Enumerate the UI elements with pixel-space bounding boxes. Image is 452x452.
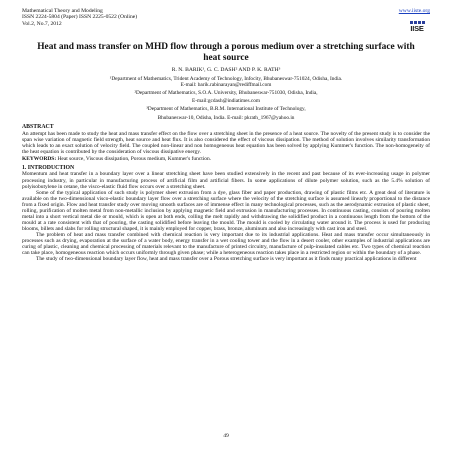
journal-volume: Vol.2, No.7, 2012	[22, 20, 62, 27]
journal-url-link[interactable]: www.iiste.org	[398, 8, 430, 14]
page-number: 49	[223, 433, 229, 439]
affiliation-line: ¹Department of Mathematics, Trident Academy of Technology, Infocity, Bhubaneswar-751024, Odisha, India.	[109, 75, 343, 82]
journal-name: Mathematical Theory and Modeling	[22, 8, 103, 14]
affiliation-email: Bhubaneswar-10, Odisha, India. E-mail: pkrath_1967@yahoo.in	[157, 114, 295, 121]
affiliation-email: E-mail: barik.rabinarayan@rediffmail.com	[180, 81, 272, 88]
journal-header	[22, 8, 430, 42]
paper-authors: R. N. BARIK¹, G. C. DASH² AND P. K. RATH³	[171, 67, 281, 73]
body-paragraph: Some of the typical application of such study is polymer sheet extrusion from a dye, glass fiber and paper production, drawing of plastic films etc. A great deal of literature is available on the two-dimensional visco-elastic boundary layer flow over a stretching surface where the velocity of the stretching surface is assumed linearly proportional to the distance from a fixed origin. Flow and heat transfer study over moving smooth surfaces are of immense effect in many technological processes, such as the aerodynamic extrusion of plastic sheet, rolling, purification of molten metal from non-metallic inclusion by applying magnetic field and extrusion in manufacturing processes. In continuous casting, consists of pouring molten metal into a short vertical metal die or mould, which is open at both ends, colling the melt rapidly and withdrawing the solidified product in a continuous length from the bottom of the mould at a rate consistent with that of pouring, the casting solidified before leaving the mould. The mould is cooled by circulating water around it. The process is used for producing blooms, billets and slabs for rolling structural shaped, it is mainly employed for copper, brass, bronze, aluminum and also increasingly with cast iron and steel.	[22, 189, 430, 232]
abstract-heading: ABSTRACT	[22, 124, 54, 130]
affiliation-line: ²Department of Mathematics, S.O.A. University, Bhubaneswar-751030, Odisha, India,	[134, 90, 318, 96]
journal-info	[22, 8, 430, 27]
keywords-text: Heat source, Viscous dissipation, Porous medium, Kummer's function.	[57, 155, 212, 162]
abstract-text: An attempt has been made to study the heat and mass transfer effect on the flow over a stretching sheet in the presence of a heat source. The novelty of the present study is to consider the span wise variation of magnetic field strength, heat source and heat flux. It is also considered the effect of viscous dissipation. The method of solution involves similarity transformation which leads to an exact solution of velocity field. The coupled non-linear and non homogeneous heat equation has been solved by applying Kummer's function. The non-homogeneity of the heat equation is contributed by the consideration of viscous dissipative energy.	[22, 130, 430, 155]
body-paragraph: The problem of heat and mass transfer combined with chemical reaction is very important due to its industrial applications. Heat and mass transfer occur simultaneously in processes such as drying, evaporation at the surface of a water body, energy transfer in a wet cooling tower and the flow in a desert cooler, other examples of industrial applications are curing of plastic, cleaning and chemical processing of materials relevant to the manufacture of printed circuitry, manufacture of pulp-insulated cables etc. Two types of chemical reaction can take place, homogeneous reaction which occurs uniformly through given phase; while a heterogeneous reaction takes place in a restricted region or within the boundary of a phase.	[22, 231, 430, 257]
paper-title: Heat and mass transfer on MHD flow through a porous medium over a stretching surface with heat source	[37, 42, 415, 63]
section-heading-introduction: 1. INTRODUCTION	[22, 164, 75, 171]
keywords	[22, 156, 430, 162]
logo-text: IISE	[410, 23, 424, 33]
affiliation-email: E-mail:gcdash@indiatimes.com	[192, 98, 260, 105]
journal-issn: ISSN 2224-5804 (Paper) ISSN 2225-0522 (Online)	[22, 14, 138, 21]
keywords-label: KEYWORDS:	[22, 155, 57, 162]
affiliation-line: ³Department of Mathematics, B.R.M. International Institute of Technology,	[146, 106, 306, 113]
body-paragraph: The study of two-dimensional boundary layer flow, heat and mass transfer over a Porous stretching surface is very important as it finds many practical applications in different	[36, 256, 417, 263]
author-affiliations	[22, 76, 430, 121]
body-paragraph: Momentum and heat transfer in a boundary layer over a linear stretching sheet have been studied extensively in the recent and past because of its ever-increasing usage in polymer processing industry, in particular in manufacturing process of artificial film and artificial fibers. In some applications of dilute polymer solution, such as the 5.4% solution of polyisobutylene in cetane, the visco-elastic fluid flow occurs over a stretching sheet.	[22, 171, 430, 190]
iiste-logo	[406, 16, 428, 36]
